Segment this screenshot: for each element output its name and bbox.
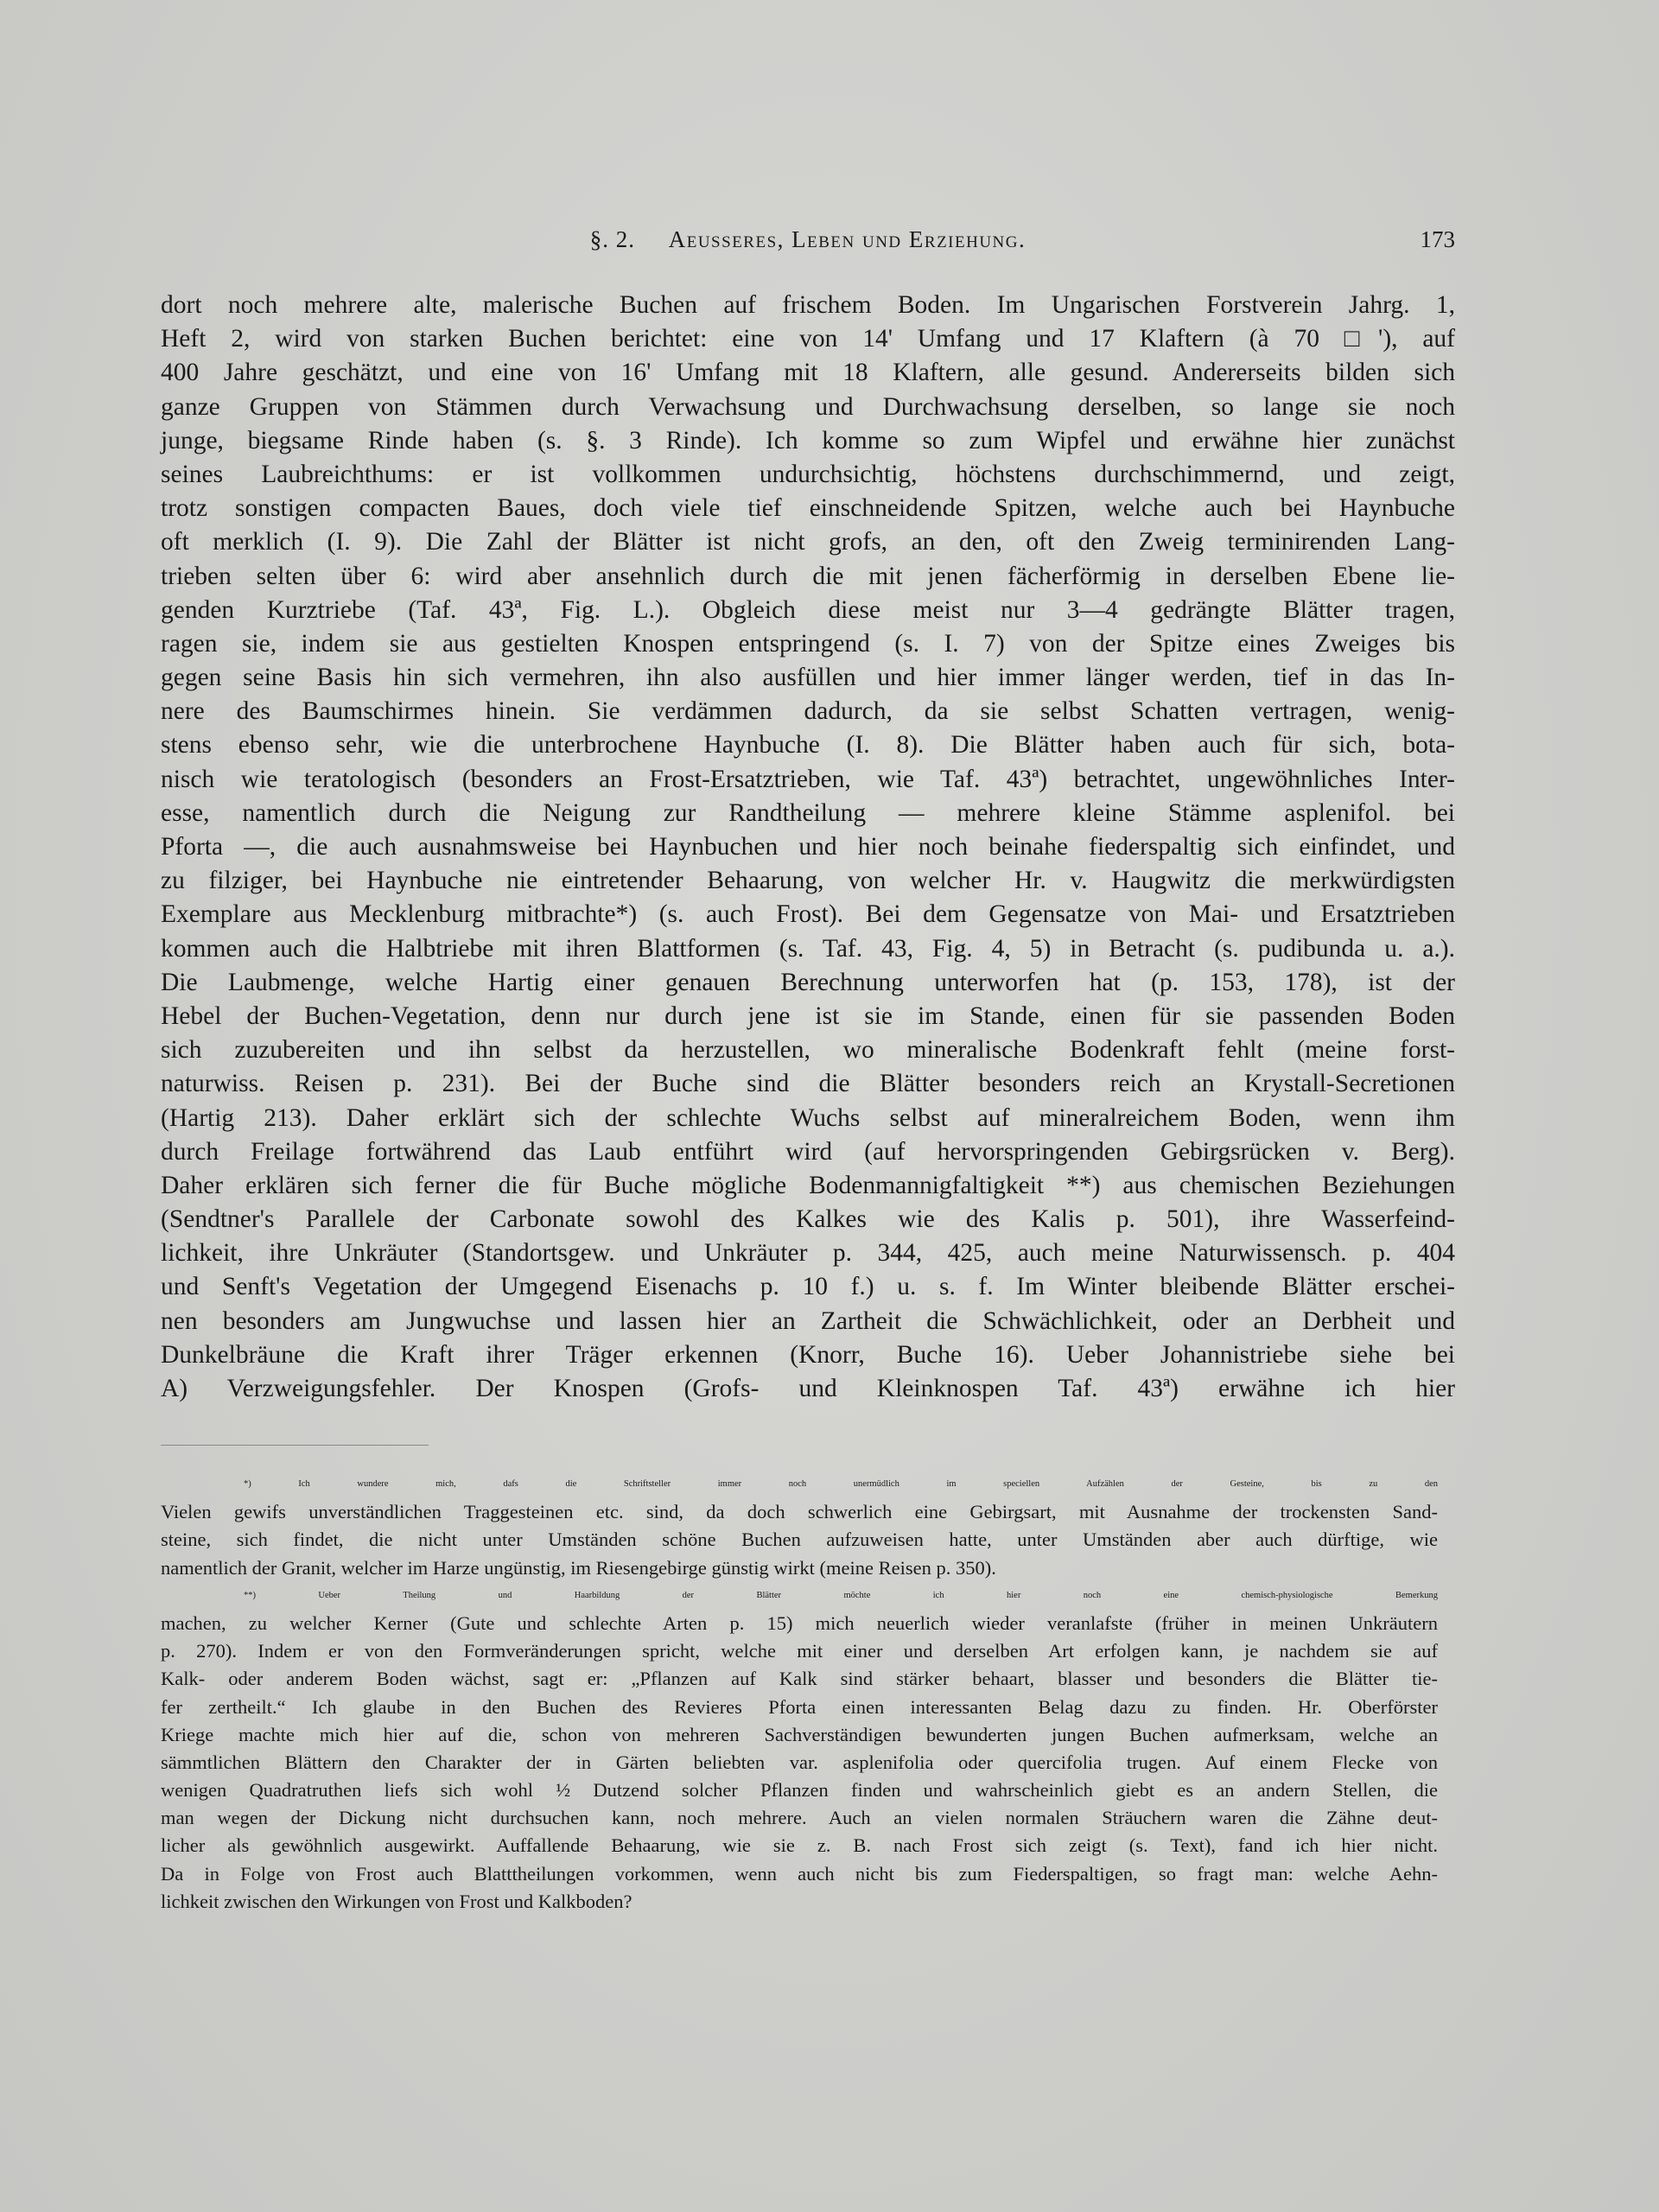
footnote-line: namentlich der Granit, welcher im Harze ungünstig, im Riesengebirge günstig wirkt (meine Reisen p. 350). [161, 1556, 996, 1579]
body-line: dort noch mehrere alte, malerische Buchen auf frischem Boden. Im Ungarischen Forstverein Jahrg. 1, [161, 291, 1455, 319]
body-line: nere des Baumschirmes hinein. Sie verdämmen dadurch, da sie selbst Schatten vertragen, wenig- [161, 697, 1455, 726]
footnote-line: lichkeit zwischen den Wirkungen von Frost und Kalkboden? [161, 1890, 632, 1912]
body-line: (Hartig 213). Daher erklärt sich der schlechte Wuchs selbst auf mineralreichem Boden, wenn ihm [161, 1103, 1455, 1132]
footnotes [161, 1471, 1438, 1916]
footnote-line: Vielen gewifs unverständlichen Traggesteinen etc. sind, da doch schwerlich eine Gebirgsart, mit Ausnahme der trockensten Sand- [161, 1501, 1438, 1523]
body-line: naturwiss. Reisen p. 231). Bei der Buche sind die Blätter besonders reich an Krystall-Secretionen [161, 1070, 1455, 1098]
body-line: A) Verzweigungsfehler. Der Knospen (Grofs- und Kleinknospen Taf. 43ª) erwähne ich hier [161, 1375, 1455, 1402]
section-number: §. 2. [589, 226, 635, 252]
body-line: und Senft's Vegetation der Umgegend Eisenachs p. 10 f.) u. s. f. Im Winter bleibende Blätter erschei- [161, 1273, 1455, 1301]
footnote-line: p. 270). Indem er von den Formveränderungen spricht, welche mit einer und derselben Art erfolgen kann, je nachdem sie auf [161, 1640, 1438, 1662]
body-line: zu filziger, bei Haynbuche nie eintretender Behaarung, von welcher Hr. v. Haugwitz die merkwürdigsten [161, 867, 1455, 895]
footnote-line: wenigen Quadratruthen liefs sich wohl ½ Dutzend solcher Pflanzen finden und wahrscheinlich giebt es an andern Stellen, die [161, 1779, 1438, 1802]
footnote-line: Kalk- oder anderem Boden wächst, sagt er: „Pflanzen auf Kalk sind stärker behaart, blasser und besonders die Blätter tie- [161, 1668, 1438, 1690]
body-line: (Sendtner's Parallele der Carbonate sowohl des Kalkes wie des Kalis p. 501), ihre Wasserfeind- [161, 1205, 1455, 1234]
footnote-rule [161, 1445, 429, 1446]
body-line: nen besonders am Jungwuchse und lassen hier an Zartheit die Schwächlichkeit, oder an Derbheit und [161, 1306, 1455, 1335]
body-line: stens ebenso sehr, wie die unterbrochene Haynbuche (I. 8). Die Blätter haben auch für sich, bota- [161, 731, 1455, 760]
body-line: oft merklich (I. 9). Die Zahl der Blätter ist nicht grofs, an den, oft den Zweig terminirenden Lang- [161, 528, 1455, 556]
body-line: Exemplare aus Mecklenburg mitbrachte*) (s. auch Frost). Bei dem Gegensatze von Mai- und Ersatztrieben [161, 900, 1455, 929]
body-line: lichkeit, ihre Unkräuter (Standortsgew. und Unkräuter p. 344, 425, auch meine Naturwissensch. p. 404 [161, 1239, 1455, 1268]
body-line: ganze Gruppen von Stämmen durch Verwachsung und Durchwachsung derselben, so lange sie noch [161, 392, 1455, 421]
body-line: Hebel der Buchen-Vegetation, denn nur durch jene ist sie im Stande, einen für sie passenden Boden [161, 1001, 1455, 1030]
body-line: Dunkelbräune die Kraft ihrer Träger erkennen (Knorr, Buche 16). Ueber Johannistriebe siehe bei [161, 1340, 1455, 1369]
body-line: ragen sie, indem sie aus gestielten Knospen entspringend (s. I. 7) von der Spitze eines Zweiges bis [161, 629, 1455, 658]
footnote-line: licher als gewöhnlich ausgewirkt. Auffallende Behaarung, wie sie z. B. nach Frost sich zeigt (s. Text), fand ich hier nicht. [161, 1834, 1438, 1857]
body-line: esse, namentlich durch die Neigung zur Randtheilung — mehrere kleine Stämme asplenifol. bei [161, 798, 1455, 827]
body-line: Heft 2, wird von starken Buchen berichtet: eine von 14' Umfang und 17 Klaftern (à 70 □'), auf [161, 325, 1455, 353]
footnote-line: sämmtlichen Blättern den Charakter der in Gärten beliebten var. asplenifolia oder quercifolia trugen. Auf einem Flecke von [161, 1751, 1438, 1773]
body-line: junge, biegsame Rinde haben (s. §. 3 Rinde). Ich komme so zum Wipfel und erwähne hier zunächst [161, 426, 1455, 454]
running-header [161, 226, 1455, 261]
main-text [161, 289, 1455, 1406]
footnote-line: man wegen der Dickung nicht durchsuchen kann, noch mehrere. Auch an vielen normalen Sträuchern waren die Zähne deut- [161, 1807, 1438, 1829]
body-line: trotz sonstigen compacten Baues, doch viele tief einschneidende Spitzen, welche auch bei Haynbuche [161, 494, 1455, 523]
footnote-line: *) Ich wundere mich, dafs die Schriftsteller immer noch unermüdlich im speciellen Aufzählen der Gesteine, bis zu den [244, 1479, 1438, 1489]
body-line: Die Laubmenge, welche Hartig einer genauen Berechnung unterworfen hat (p. 153, 178), ist der [161, 968, 1455, 996]
footnote-line: steine, sich findet, die nicht unter Umständen schöne Buchen aufzuweisen hatte, unter Umständen aber auch dürftige, wie [161, 1529, 1438, 1551]
footnote-line: **) Ueber Theilung und Haarbildung der Blätter möchte ich hier noch eine chemisch-physiologische Bemerkung [244, 1590, 1438, 1600]
body-line: genden Kurztriebe (Taf. 43ª, Fig. L.). Obgleich diese meist nur 3—4 gedrängte Blätter tragen, [161, 595, 1455, 624]
chapter-title: Aeusseres, Leben und Erziehung. [668, 226, 1027, 252]
body-line: trieben selten über 6: wird aber ansehnlich durch die mit jenen fächerförmig in derselben Ebene lie- [161, 562, 1455, 590]
body-line: Daher erklären sich ferner die für Buche mögliche Bodenmannigfaltigkeit **) aus chemischen Beziehungen [161, 1171, 1455, 1199]
body-line: seines Laubreichthums: er ist vollkommen undurchsichtig, höchstens durchschimmernd, und zeigt, [161, 460, 1455, 488]
footnote-line: machen, zu welcher Kerner (Gute und schlechte Arten p. 15) mich neuerlich wieder veranlafste (früher in meinen Unkräutern [161, 1611, 1438, 1634]
body-line: sich zuzubereiten und ihn selbst da herzustellen, wo mineralische Bodenkraft fehlt (meine forst- [161, 1036, 1455, 1065]
footnote-line: Kriege machte mich hier auf die, schon von mehreren Sachverständigen bewunderten jungen Buchen aufmerksam, welche an [161, 1723, 1438, 1745]
footnote-line: Da in Folge von Frost auch Blatttheilungen vorkommen, wenn auch nicht bis zum Fiederspaltigen, so fragt man: welche Aehn- [161, 1862, 1438, 1885]
body-line: nisch wie teratologisch (besonders an Frost-Ersatztrieben, wie Taf. 43ª) betrachtet, ungewöhnliches Inter- [161, 765, 1455, 793]
header-center [161, 226, 1455, 253]
body-line: gegen seine Basis hin sich vermehren, ihn also ausfüllen und hier immer länger werden, tief in das In- [161, 664, 1455, 692]
body-line: kommen auch die Halbtriebe mit ihren Blattformen (s. Taf. 43, Fig. 4, 5) in Betracht (s. pudibunda u. a.). [161, 934, 1455, 963]
page-number: 173 [1420, 226, 1455, 252]
body-line: Pforta —, die auch ausnahmsweise bei Haynbuchen und hier noch beinahe fiederspaltig sich einfindet, und [161, 833, 1455, 861]
body-line: 400 Jahre geschätzt, und eine von 16' Umfang mit 18 Klaftern, alle gesund. Andererseits bilden sich [161, 359, 1455, 387]
footnote-line: fer zertheilt.“ Ich glaube in den Buchen des Revieres Pforta einen interessanten Belag dazu zu finden. Hr. Oberförster [161, 1695, 1438, 1718]
body-line: durch Freilage fortwährend das Laub entführt wird (auf hervorspringenden Gebirgsrücken v. Berg). [161, 1137, 1455, 1166]
